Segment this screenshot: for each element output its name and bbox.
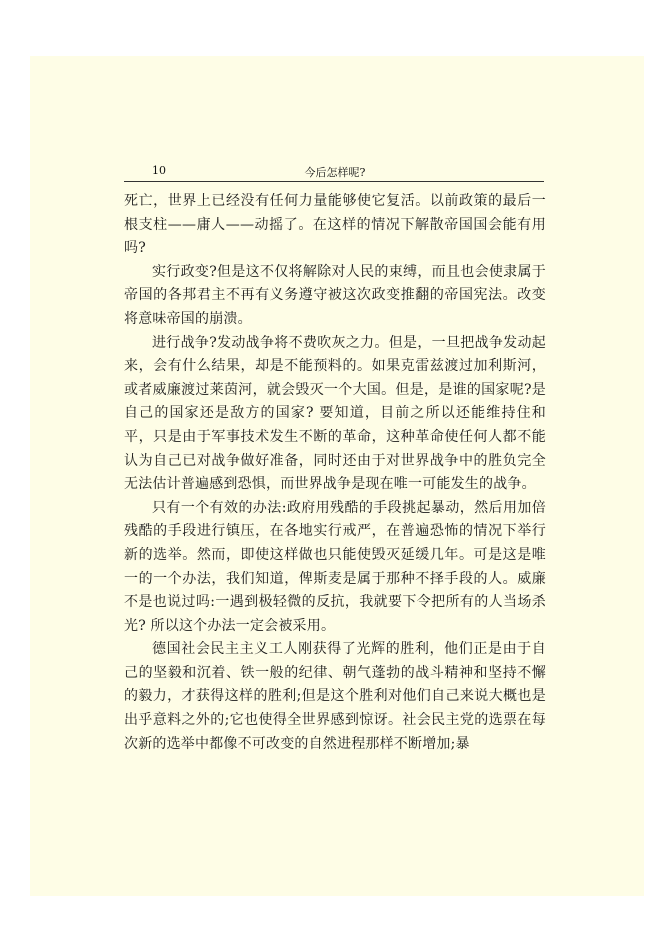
paragraph: 实行政变?但是这不仅将解除对人民的束缚，而且也会使隶属于帝国的各邦君主不再有义务遵守被这次政变推翻的帝国宪法。改变将意味帝国的崩溃。	[124, 263, 546, 327]
paragraph: 死亡，世界上已经没有任何力量能够使它复活。以前政策的最后一根支柱——庸人——动摇了。在这样的情况下解散帝国国会能有用吗?	[124, 193, 546, 257]
running-header	[122, 162, 548, 180]
paragraph: 只有一个有效的办法:政府用残酷的手段挑起暴动，然后用加倍残酷的手段进行镇压，在各地实行戒严，在普遍恐怖的情况下举行新的选举。然而，即使这样做也只能使毁灭延缓几年。可是这是唯一的一个办法，我们知道，俾斯麦是属于那种不择手段的人。威廉不是也说过吗:一遇到极轻微的反抗，我就要下令把所有的人当场杀光? 所以这个办法一定会被采用。	[124, 499, 546, 634]
page-number: 10	[152, 164, 166, 177]
running-title: 今后怎样呢?	[304, 166, 366, 179]
paragraph: 德国社会民主主义工人刚获得了光辉的胜利，他们正是由于自己的坚毅和沉着、铁一般的纪律、朝气蓬勃的战斗精神和坚持不懈的毅力，才获得这样的胜利;但是这个胜利对他们自己来说大概也是出乎意料之外的;它也使得全世界感到惊讶。社会民主党的选票在每次新的选举中都像不可改变的自然进程那样不断增加;暴	[124, 641, 546, 752]
paragraph: 进行战争?发动战争将不费吹灰之力。但是，一旦把战争发动起来，会有什么结果，却是不能预料的。如果克雷兹渡过加利斯河，或者威廉渡过莱茵河，就会毁灭一个大国。但是，是谁的国家呢?是自己的国家还是敌方的国家? 要知道，目前之所以还能维持住和平，只是由于军事技术发生不断的革命，这种革命使任何人都不能认为自己已对战争做好准备，同时还由于对世界战争中的胜负完全无法估计普遍感到恐惧，而世界战争是现在唯一可能发生的战争。	[124, 334, 546, 493]
header-rule	[124, 181, 544, 182]
body-text	[124, 190, 546, 756]
